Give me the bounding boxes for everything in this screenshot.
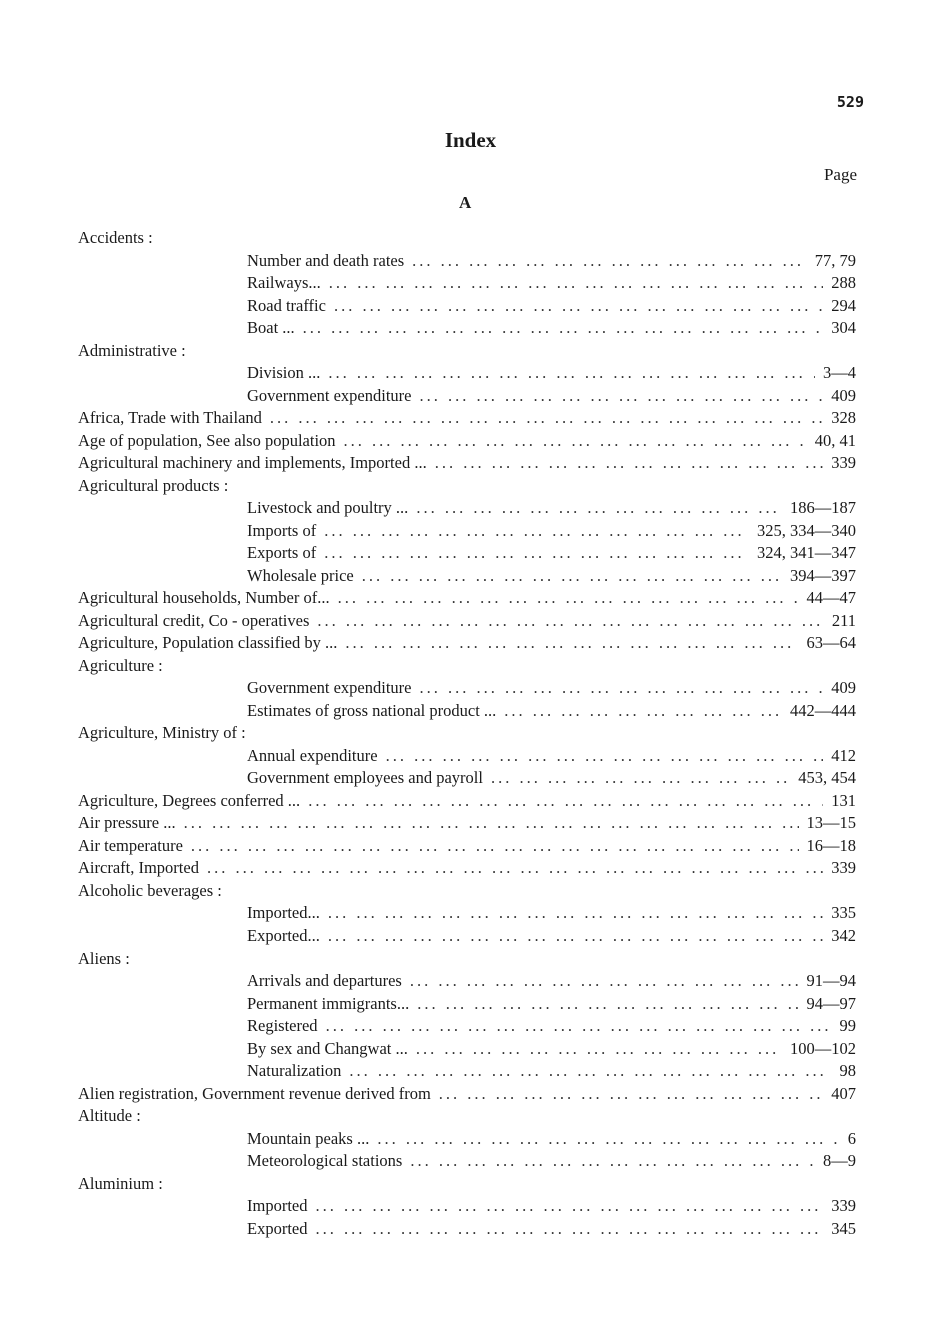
entry-page-reference: 325, 334—340 — [757, 520, 856, 540]
index-entry — [78, 431, 856, 450]
dot-leader — [417, 994, 798, 1013]
entry-label: Government expenditure — [247, 385, 412, 405]
entry-page-reference: 342 — [831, 925, 856, 945]
index-subentry — [78, 498, 856, 517]
dot-leader — [416, 1039, 782, 1058]
index-subentry — [78, 1151, 856, 1170]
index-heading — [78, 341, 856, 360]
index-subentry — [78, 926, 856, 945]
entry-page-reference: 100—102 — [790, 1038, 856, 1058]
entry-page-reference: 335 — [831, 903, 856, 923]
entry-page-reference: 324, 341—347 — [757, 543, 856, 563]
dot-leader — [439, 1084, 823, 1103]
dot-leader — [435, 453, 824, 472]
entry-label: Livestock and poultry ... — [247, 498, 409, 518]
entry-label: Imports of — [247, 520, 317, 540]
index-heading — [78, 723, 856, 742]
entry-label: Annual expenditure — [247, 745, 378, 765]
entry-page-reference: 442—444 — [790, 700, 856, 720]
dot-leader — [362, 566, 782, 585]
entry-page-reference: 3—4 — [823, 363, 856, 383]
section-letter-heading: A — [459, 193, 472, 212]
index-subentry — [78, 994, 856, 1013]
entry-page-reference: 77, 79 — [814, 250, 856, 270]
dot-leader — [270, 408, 823, 427]
entry-page-reference: 412 — [831, 745, 856, 765]
index-heading — [78, 476, 856, 495]
index-subentry — [78, 273, 856, 292]
entry-label: Government employees and payroll — [247, 768, 483, 788]
dot-leader — [410, 971, 799, 990]
entry-label: Air temperature — [78, 835, 183, 855]
entry-label: Agricultural products : — [78, 475, 229, 495]
dot-leader — [324, 543, 749, 562]
index-heading — [78, 881, 856, 900]
entry-page-reference: 6 — [847, 1128, 856, 1148]
page-title: Index — [444, 128, 497, 152]
entry-page-reference: 394—397 — [790, 565, 856, 585]
dot-leader — [338, 588, 799, 607]
index-entry — [78, 633, 856, 652]
entry-label: Exported... — [247, 925, 320, 945]
dot-leader — [328, 926, 823, 945]
entry-label: Division ... — [247, 363, 321, 383]
entry-label: Naturalization — [247, 1061, 342, 1081]
entry-label: Administrative : — [78, 340, 186, 360]
index-heading — [78, 1106, 856, 1125]
entry-page-reference: 339 — [831, 453, 856, 473]
index-entry-list — [78, 228, 856, 1238]
index-subentry — [78, 296, 856, 315]
entry-page-reference: 211 — [831, 610, 856, 630]
entry-label: Aliens : — [78, 948, 130, 968]
entry-label: Aircraft, Imported — [78, 858, 199, 878]
dot-leader — [349, 1061, 831, 1080]
entry-label: Altitude : — [78, 1106, 141, 1126]
dot-leader — [419, 386, 823, 405]
entry-label: Imported... — [247, 903, 320, 923]
entry-label: Agriculture, Ministry of : — [78, 723, 246, 743]
entry-page-reference: 91—94 — [806, 971, 856, 991]
entry-label: Alien registration, Government revenue derived from — [78, 1083, 431, 1103]
dot-leader — [317, 611, 823, 630]
entry-page-reference: 345 — [831, 1218, 856, 1238]
entry-label: Agricultural households, Number of... — [78, 588, 330, 608]
entry-label: Age of population, See also population — [78, 430, 336, 450]
dot-leader — [345, 633, 798, 652]
index-subentry — [78, 1219, 856, 1238]
entry-page-reference: 288 — [831, 273, 856, 293]
entry-page-reference: 409 — [831, 385, 856, 405]
entry-page-reference: 407 — [831, 1083, 856, 1103]
entry-page-reference: 16—18 — [806, 835, 856, 855]
entry-label: Government expenditure — [247, 678, 412, 698]
index-subentry — [78, 1129, 856, 1148]
entry-page-reference: 186—187 — [790, 498, 856, 518]
entry-page-reference: 94—97 — [806, 993, 856, 1013]
index-heading — [78, 1174, 856, 1193]
entry-label: Agriculture, Degrees conferred ... — [78, 790, 301, 810]
dot-leader — [504, 701, 782, 720]
entry-label: Boat ... — [247, 318, 295, 338]
entry-label: Estimates of gross national product ... — [247, 700, 497, 720]
dot-leader — [416, 498, 782, 517]
index-subentry — [78, 566, 856, 585]
entry-label: Agricultural machinery and implements, Imported ... — [78, 453, 427, 473]
dot-leader — [184, 813, 799, 832]
dot-leader — [386, 746, 824, 765]
index-entry — [78, 611, 856, 630]
index-entry — [78, 813, 856, 832]
dot-leader — [315, 1219, 823, 1238]
index-entry — [78, 1084, 856, 1103]
index-subentry — [78, 363, 856, 382]
entry-label: Permanent immigrants... — [247, 993, 410, 1013]
index-entry — [78, 836, 856, 855]
entry-page-reference: 339 — [831, 858, 856, 878]
index-subentry — [78, 678, 856, 697]
index-entry — [78, 858, 856, 877]
index-subentry — [78, 1016, 856, 1035]
dot-leader — [412, 251, 807, 270]
entry-label: Alcoholic beverages : — [78, 880, 222, 900]
index-subentry — [78, 1039, 856, 1058]
entry-label: Agricultural credit, Co - operatives — [78, 610, 310, 630]
dot-leader — [326, 1016, 832, 1035]
entry-label: Air pressure ... — [78, 813, 176, 833]
index-subentry — [78, 768, 856, 787]
index-subentry — [78, 746, 856, 765]
entry-page-reference: 8—9 — [823, 1151, 856, 1171]
index-entry — [78, 588, 856, 607]
index-entry — [78, 453, 856, 472]
entry-label: Railways... — [247, 273, 321, 293]
entry-label: Agriculture, Population classified by ... — [78, 633, 338, 653]
entry-label: Agriculture : — [78, 655, 163, 675]
entry-label: Exports of — [247, 543, 317, 563]
index-heading — [78, 656, 856, 675]
entry-label: By sex and Changwat ... — [247, 1038, 408, 1058]
dot-leader — [191, 836, 799, 855]
dot-leader — [329, 273, 823, 292]
entry-label: Arrivals and departures — [247, 971, 402, 991]
dot-leader — [315, 1196, 823, 1215]
entry-label: Exported — [247, 1218, 308, 1238]
index-entry — [78, 408, 856, 427]
dot-leader — [377, 1129, 839, 1148]
index-subentry — [78, 386, 856, 405]
dot-leader — [328, 903, 823, 922]
entry-page-reference: 328 — [831, 408, 856, 428]
entry-page-reference: 131 — [831, 790, 856, 810]
index-subentry — [78, 318, 856, 337]
entry-page-reference: 99 — [839, 1016, 856, 1036]
entry-page-reference: 44—47 — [806, 588, 856, 608]
dot-leader — [207, 858, 823, 877]
index-subentry — [78, 971, 856, 990]
entry-label: Number and death rates — [247, 250, 405, 270]
dot-leader — [308, 791, 823, 810]
index-subentry — [78, 543, 856, 562]
dot-leader — [334, 296, 823, 315]
page-column-header: Page — [823, 165, 857, 184]
entry-label: Aluminium : — [78, 1173, 163, 1193]
entry-label: Road traffic — [247, 295, 326, 315]
entry-label: Wholesale price — [247, 565, 354, 585]
index-subentry — [78, 1196, 856, 1215]
entry-page-reference: 98 — [839, 1061, 856, 1081]
index-subentry — [78, 521, 856, 540]
entry-page-reference: 294 — [831, 295, 856, 315]
entry-label: Meteorological stations — [247, 1151, 403, 1171]
dot-leader — [410, 1151, 815, 1170]
entry-page-reference: 409 — [831, 678, 856, 698]
index-subentry — [78, 903, 856, 922]
dot-leader — [491, 768, 790, 787]
entry-label: Accidents : — [78, 228, 153, 247]
index-heading — [78, 949, 856, 968]
entry-page-reference: 453, 454 — [798, 768, 856, 788]
dot-leader — [419, 678, 823, 697]
page-number: 529 — [836, 93, 864, 111]
dot-leader — [324, 521, 749, 540]
index-subentry — [78, 701, 856, 720]
entry-label: Africa, Trade with Thailand — [78, 408, 262, 428]
entry-page-reference: 40, 41 — [814, 430, 856, 450]
dot-leader — [303, 318, 824, 337]
entry-page-reference: 63—64 — [806, 633, 856, 653]
dot-leader — [328, 363, 815, 382]
dot-leader — [344, 431, 807, 450]
entry-page-reference: 13—15 — [806, 813, 856, 833]
entry-label: Registered — [247, 1016, 318, 1036]
entry-page-reference: 304 — [831, 318, 856, 338]
entry-page-reference: 339 — [831, 1196, 856, 1216]
index-subentry — [78, 251, 856, 270]
index-subentry — [78, 1061, 856, 1080]
entry-label: Imported — [247, 1196, 308, 1216]
index-entry — [78, 791, 856, 810]
entry-label: Mountain peaks ... — [247, 1128, 370, 1148]
index-heading — [78, 228, 856, 247]
